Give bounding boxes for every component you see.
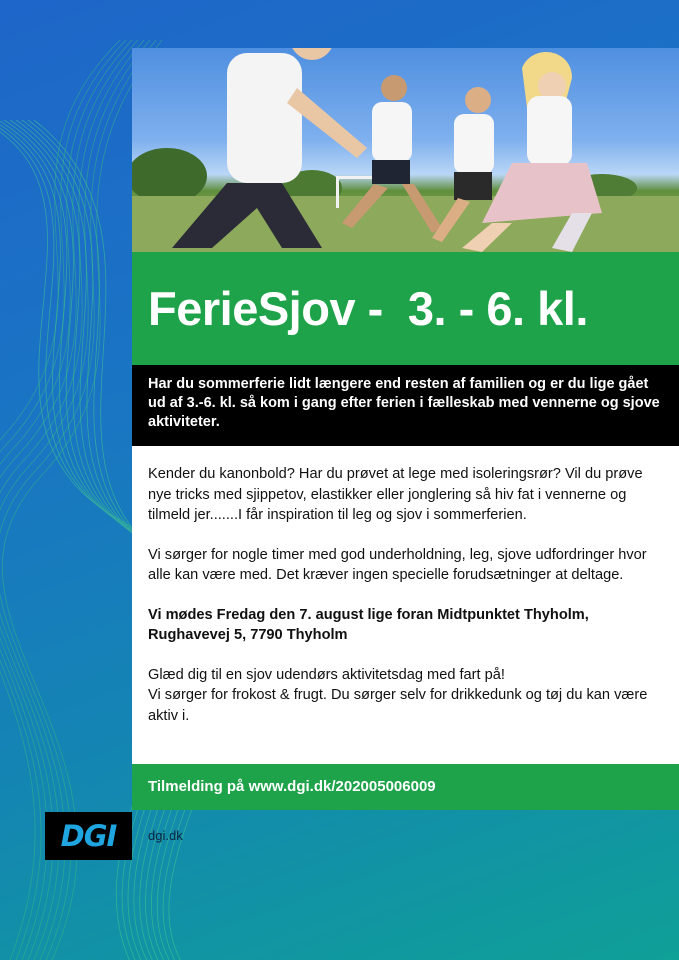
page-title: FerieSjov - 3. - 6. kl. [148,282,588,335]
paragraph-practical-line-1: Glæd dig til en sjov udendørs aktivitetsdag med fart på! [148,666,505,683]
dgi-logo[interactable] [45,812,132,860]
paragraph-practical [148,665,663,727]
meeting-info: Vi mødes Fredag den 7. august lige foran Midtpunktet Thyholm, Rughavevej 5, 7790 Thyholm [148,606,589,643]
paragraph-program: Vi sørger for nogle timer med god underholdning, leg, sjove udfordringer hvor alle kan være med. Det kræver ingen specielle forudsætninger at deltage. [148,546,647,583]
intro-banner [132,365,679,446]
paragraph-practical-line-2: Vi sørger for frokost & frugt. Du sørger selv for drikkedunk og tøj du kan være aktiv i. [148,687,648,724]
title-banner [132,252,679,365]
site-link[interactable]: dgi.dk [148,828,183,843]
signup-link[interactable]: Tilmelding på www.dgi.dk/202005006009 [148,778,436,795]
body-content [132,446,679,764]
paragraph-activities: Kender du kanonbold? Har du prøvet at lege med isoleringsrør? Vil du prøve nye tricks med sjippetov, elastikker eller jonglering så hiv fat i vennerne og tilmeld jer.......I får inspiration til leg og sjov i sommerferien. [148,466,643,523]
children-running-photo [132,48,679,252]
intro-text: Har du sommerferie lidt længere end resten af familien og er du lige gået ud af 3.-6. kl. så kom i gang efter ferien i fælleskab med vennerne og sjove aktiviteter. [148,376,660,430]
signup-banner [132,764,679,810]
logo-text: DGI [60,819,117,853]
